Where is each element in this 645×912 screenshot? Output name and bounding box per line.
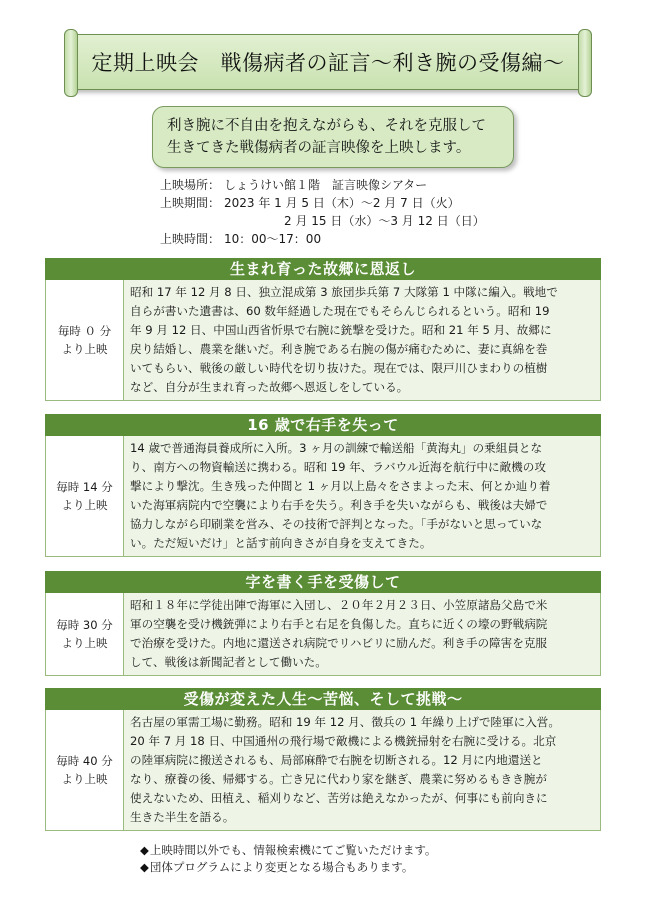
showtime-minute: 毎時 40 分: [56, 754, 113, 768]
venue-value: しょうけい館１階 証言映像シアター: [224, 178, 428, 192]
showtime: [46, 436, 124, 556]
footer-note-text: 団体プログラムにより変更となる場合もあります。: [149, 860, 414, 874]
description-line: 自らが書いた遺書は、60 数年経過した現在でもそらんじられるという。昭和 19: [130, 304, 550, 318]
description-line: 生きた半生を語る。: [130, 810, 235, 824]
period-value-1: 2023 年 1 月 5 日（木）〜2 月 7 日（火）: [224, 196, 460, 210]
intro-line: 生きてきた戦傷病者の証言映像を上映します。: [167, 140, 471, 156]
description-line: 昭和１８年に学徒出陣で海軍に入団し、２０年２月２３日、小笠原諸島父島で米: [130, 598, 548, 612]
program-section-4: [45, 688, 601, 831]
description-line: り、南方への物資輸送に携わる。昭和 19 年、ラバウル近海を航行中に敵機の攻: [130, 460, 546, 474]
footer-notes: [140, 842, 436, 876]
description-line: 昭和 17 年 12 月 8 日、独立混成第 3 旅団歩兵第 7 大隊第 1 中隊に編入。戦地で: [130, 285, 558, 299]
description-line: で治療を受けた。内地に還送され病院でリハビリに励んだ。利き手の障害を克服: [130, 636, 548, 650]
diamond-bullet-icon: ◆: [140, 843, 149, 857]
program-section-2: [45, 414, 601, 557]
section-title: 受傷が変えた人生〜苦悩、そして挑戦〜: [45, 688, 601, 710]
time-label: 上映時間：: [160, 232, 221, 246]
description-line: 名古屋の軍需工場に勤務。昭和 19 年 12 月、徴兵の 1 年繰り上げで陸軍に入営。: [130, 715, 560, 729]
footer-note: [140, 842, 436, 859]
section-title: 生まれ育った故郷に恩返し: [45, 258, 601, 280]
showtime-suffix: より上映: [61, 636, 108, 650]
showtime-minute: 毎時 14 分: [56, 480, 113, 494]
time-value: 10：00〜17：00: [224, 232, 322, 246]
description-line: いてもらい、戦後の厳しい時代を切り抜けた。現在では、限戸川ひまわりの植樹: [130, 361, 548, 375]
showtime-minute: 毎時 ０ 分: [57, 324, 112, 338]
period-value-2: 2 月 15 日（水）〜3 月 12 日（日）: [284, 214, 485, 228]
description-line: い。ただ短いだけ」と話す前向きさが自身を支えてきた。: [130, 536, 432, 550]
intro-line: 利き腕に不自由を抱えながらも、それを克服して: [167, 118, 486, 134]
showtime: [46, 593, 124, 675]
title-banner: [72, 34, 584, 90]
description-line: 使えないため、田植え、稲刈りなど、苦労は絶えなかったが、何事にも前向きに: [130, 791, 548, 805]
program-section-1: [45, 258, 601, 401]
showtime-suffix: より上映: [61, 498, 108, 512]
showtime-suffix: より上映: [61, 342, 108, 356]
program-section-3: [45, 571, 601, 676]
page-title: 定期上映会 戦傷病者の証言〜利き腕の受傷編〜: [91, 51, 565, 75]
venue-label: 上映場所：: [160, 178, 221, 192]
description-line: など、自分が生まれ育った故郷へ恩返しをしている。: [130, 380, 409, 394]
showtime-suffix: より上映: [61, 772, 108, 786]
footer-note-text: 上映時間以外でも、情報検索機にてご覧いただけます。: [149, 843, 437, 857]
showtime: [46, 710, 124, 830]
description-line: の陸軍病院に搬送されるも、局部麻酔で右腕を切断される。12 月に内地還送と: [130, 753, 543, 767]
intro-box: [152, 106, 514, 168]
section-description: [124, 710, 600, 830]
description-line: なり、療養の後、帰郷する。亡き兄に代わり家を継ぎ、農業に努めるもきき腕が: [130, 772, 547, 786]
description-line: 軍の空襲を受け機銃弾により右手と右足を負傷した。直ちに近くの壕の野戦病院: [130, 617, 548, 631]
description-line: して、戦後は新聞記者として働いた。: [130, 655, 327, 669]
section-description: [124, 436, 600, 556]
showtime-minute: 毎時 30 分: [56, 618, 113, 632]
diamond-bullet-icon: ◆: [140, 860, 149, 874]
section-title: 字を書く手を受傷して: [45, 571, 601, 593]
section-description: [124, 280, 600, 400]
section-description: [124, 593, 600, 675]
screening-info: [160, 176, 485, 248]
description-line: 20 年 7 月 18 日、中国通州の飛行場で敵機による機銃掃射を右腕に受ける。北京: [130, 734, 557, 748]
description-line: 撃により撃沈。生き残った仲間と 1 ヶ月以上島々をさまよった末、何とか辿り着: [130, 479, 551, 493]
description-line: 戻り結婚し、農業を継いだ。利き腕である右腕の傷が痛むために、妻に真綿を巻: [130, 342, 548, 356]
description-line: 協力しながら印刷業を営み、その技術で評判となった。「手がないと思っていな: [130, 517, 543, 531]
description-line: いた海軍病院内で空襲により右手を失う。利き手を失いながらも、戦後は夫婦で: [130, 498, 548, 512]
period-label: 上映期間：: [160, 196, 221, 210]
description-line: 年 9 月 12 日、中国山西省忻県で右腕に銃撃を受けた。昭和 21 年 5 月、故郷に: [130, 323, 552, 337]
description-line: 14 歳で普通海員養成所に入所。3 ヶ月の訓練で輸送船「黄海丸」の乗組員とな: [130, 441, 543, 455]
footer-note: [140, 859, 436, 876]
showtime: [46, 280, 124, 400]
section-title: 16 歳で右手を失って: [45, 414, 601, 436]
